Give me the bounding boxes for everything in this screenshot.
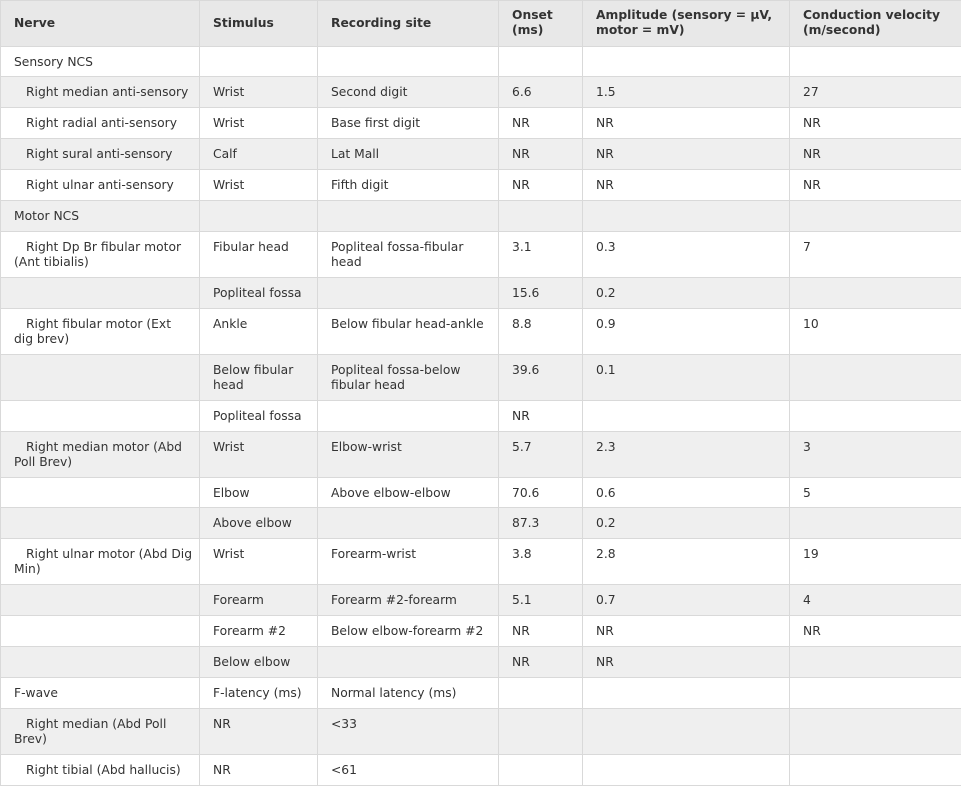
amplitude-cell [583, 47, 790, 77]
onset-cell: 3.1 [499, 232, 583, 278]
nerve-label-text: Right median (Abd Poll Brev) [14, 717, 166, 746]
nerve-cell [1, 47, 200, 77]
header-onset: Onset (ms) [499, 1, 583, 47]
recording-site-cell [318, 401, 499, 432]
nerve-label: Right ulnar anti-sensory [14, 178, 193, 193]
nerve-label [14, 240, 193, 270]
onset-cell: NR [499, 170, 583, 201]
recording-site-cell [318, 647, 499, 678]
recording-site-cell: Below fibular head-ankle [318, 309, 499, 355]
table-row [1, 647, 961, 678]
onset-cell: NR [499, 139, 583, 170]
nerve-cell [1, 647, 200, 678]
stimulus-cell: Forearm [200, 585, 318, 616]
nerve-cell [1, 309, 200, 355]
recording-site-cell: Forearm #2-forearm [318, 585, 499, 616]
onset-cell: 5.7 [499, 432, 583, 478]
nerve-label-text: Right median motor (Abd Poll Brev) [14, 440, 182, 469]
table-row [1, 709, 961, 755]
nerve-cell [1, 201, 200, 232]
nerve-cell [1, 355, 200, 401]
table-row [1, 755, 961, 786]
table-row [1, 232, 961, 278]
nerve-cell [1, 508, 200, 539]
amplitude-cell: 0.7 [583, 585, 790, 616]
stimulus-cell: F-latency (ms) [200, 678, 318, 709]
amplitude-cell: 2.3 [583, 432, 790, 478]
table-row [1, 432, 961, 478]
stimulus-cell: Popliteal fossa [200, 401, 318, 432]
velocity-cell: 10 [790, 309, 961, 355]
stimulus-cell: Fibular head [200, 232, 318, 278]
nerve-cell [1, 709, 200, 755]
table-row [1, 139, 961, 170]
nerve-cell [1, 401, 200, 432]
table-row [1, 508, 961, 539]
table-row [1, 309, 961, 355]
recording-site-cell: Elbow-wrist [318, 432, 499, 478]
header-amplitude: Amplitude (sensory = µV, motor = mV) [583, 1, 790, 47]
section-label: Motor NCS [14, 209, 79, 223]
table-row [1, 401, 961, 432]
table-header-row [1, 1, 961, 47]
onset-cell: NR [499, 108, 583, 139]
table-row [1, 47, 961, 77]
amplitude-cell [583, 709, 790, 755]
stimulus-cell: Below elbow [200, 647, 318, 678]
onset-cell: 5.1 [499, 585, 583, 616]
table-row [1, 539, 961, 585]
amplitude-cell [583, 401, 790, 432]
stimulus-cell: Forearm #2 [200, 616, 318, 647]
stimulus-cell: Calf [200, 139, 318, 170]
nerve-cell [1, 278, 200, 309]
onset-cell: 3.8 [499, 539, 583, 585]
nerve-cell [1, 678, 200, 709]
nerve-cell [1, 478, 200, 508]
nerve-label [14, 440, 193, 470]
stimulus-cell: NR [200, 709, 318, 755]
stimulus-cell: Wrist [200, 170, 318, 201]
onset-cell [499, 47, 583, 77]
onset-cell [499, 709, 583, 755]
table-row [1, 77, 961, 108]
nerve-label: Right radial anti-sensory [14, 116, 193, 131]
nerve-cell [1, 755, 200, 786]
nerve-label [14, 317, 193, 347]
onset-cell: 39.6 [499, 355, 583, 401]
velocity-cell [790, 709, 961, 755]
recording-site-cell: Normal latency (ms) [318, 678, 499, 709]
stimulus-cell [200, 47, 318, 77]
amplitude-cell: 0.3 [583, 232, 790, 278]
velocity-cell [790, 201, 961, 232]
nerve-cell [1, 539, 200, 585]
recording-site-cell: Popliteal fossa-below fibular head [318, 355, 499, 401]
velocity-cell [790, 278, 961, 309]
velocity-cell [790, 47, 961, 77]
table-row [1, 108, 961, 139]
recording-site-cell: Above elbow-elbow [318, 478, 499, 508]
nerve-label-text: Right Dp Br fibular motor (Ant tibialis) [14, 240, 181, 269]
amplitude-cell: 1.5 [583, 77, 790, 108]
table-row [1, 278, 961, 309]
onset-cell: NR [499, 616, 583, 647]
velocity-cell [790, 508, 961, 539]
velocity-cell [790, 755, 961, 786]
recording-site-cell: Fifth digit [318, 170, 499, 201]
stimulus-cell: Elbow [200, 478, 318, 508]
onset-cell: 87.3 [499, 508, 583, 539]
header-recording-site: Recording site [318, 1, 499, 47]
table-row [1, 355, 961, 401]
nerve-cell [1, 170, 200, 201]
section-label: Sensory NCS [14, 55, 93, 69]
table-row [1, 478, 961, 508]
table-row [1, 201, 961, 232]
stimulus-cell: Above elbow [200, 508, 318, 539]
recording-site-cell: Below elbow-forearm #2 [318, 616, 499, 647]
nerve-label-text: Right fibular motor (Ext dig brev) [14, 317, 171, 346]
amplitude-cell: NR [583, 616, 790, 647]
amplitude-cell: 0.2 [583, 278, 790, 309]
nerve-label [14, 717, 193, 747]
amplitude-cell: NR [583, 647, 790, 678]
stimulus-cell: NR [200, 755, 318, 786]
velocity-cell: 19 [790, 539, 961, 585]
amplitude-cell [583, 201, 790, 232]
nerve-cell [1, 432, 200, 478]
nerve-cell [1, 616, 200, 647]
recording-site-cell [318, 201, 499, 232]
velocity-cell: 7 [790, 232, 961, 278]
recording-site-cell: Second digit [318, 77, 499, 108]
amplitude-cell [583, 678, 790, 709]
amplitude-cell: 2.8 [583, 539, 790, 585]
recording-site-cell [318, 47, 499, 77]
amplitude-cell: 0.9 [583, 309, 790, 355]
velocity-cell [790, 647, 961, 678]
velocity-cell: 5 [790, 478, 961, 508]
nerve-label: Right sural anti-sensory [14, 147, 193, 162]
nerve-cell [1, 139, 200, 170]
table-row [1, 170, 961, 201]
stimulus-cell: Wrist [200, 539, 318, 585]
velocity-cell [790, 678, 961, 709]
onset-cell [499, 201, 583, 232]
section-label: F-wave [14, 686, 58, 700]
amplitude-cell [583, 755, 790, 786]
stimulus-cell: Below fibular head [200, 355, 318, 401]
onset-cell [499, 755, 583, 786]
recording-site-cell [318, 508, 499, 539]
onset-cell: 8.8 [499, 309, 583, 355]
stimulus-cell [200, 201, 318, 232]
amplitude-cell: NR [583, 139, 790, 170]
recording-site-cell [318, 278, 499, 309]
table-row [1, 678, 961, 709]
velocity-cell: NR [790, 108, 961, 139]
stimulus-cell: Wrist [200, 108, 318, 139]
velocity-cell: NR [790, 170, 961, 201]
amplitude-cell: 0.6 [583, 478, 790, 508]
header-stimulus: Stimulus [200, 1, 318, 47]
amplitude-cell: 0.1 [583, 355, 790, 401]
nerve-cell [1, 108, 200, 139]
onset-cell: NR [499, 401, 583, 432]
onset-cell: NR [499, 647, 583, 678]
onset-cell: 6.6 [499, 77, 583, 108]
nerve-label: Right median anti-sensory [14, 85, 193, 100]
velocity-cell [790, 355, 961, 401]
amplitude-cell: NR [583, 108, 790, 139]
recording-site-cell: <61 [318, 755, 499, 786]
amplitude-cell: 0.2 [583, 508, 790, 539]
table-row [1, 616, 961, 647]
velocity-cell: 27 [790, 77, 961, 108]
velocity-cell: NR [790, 139, 961, 170]
stimulus-cell: Ankle [200, 309, 318, 355]
header-nerve: Nerve [1, 1, 200, 47]
nerve-cell [1, 77, 200, 108]
onset-cell [499, 678, 583, 709]
nerve-cell [1, 232, 200, 278]
nerve-label [14, 547, 193, 577]
velocity-cell [790, 401, 961, 432]
amplitude-cell: NR [583, 170, 790, 201]
velocity-cell: 4 [790, 585, 961, 616]
recording-site-cell: Base first digit [318, 108, 499, 139]
nerve-cell [1, 585, 200, 616]
header-conduction-velocity: Conduction velocity (m/second) [790, 1, 961, 47]
onset-cell: 15.6 [499, 278, 583, 309]
stimulus-cell: Wrist [200, 432, 318, 478]
nerve-label: Right tibial (Abd hallucis) [14, 763, 193, 778]
velocity-cell: NR [790, 616, 961, 647]
recording-site-cell: Lat Mall [318, 139, 499, 170]
recording-site-cell: <33 [318, 709, 499, 755]
nerve-label-text: Right ulnar motor (Abd Dig Min) [14, 547, 192, 576]
stimulus-cell: Popliteal fossa [200, 278, 318, 309]
recording-site-cell: Popliteal fossa-fibular head [318, 232, 499, 278]
stimulus-cell: Wrist [200, 77, 318, 108]
onset-cell: 70.6 [499, 478, 583, 508]
velocity-cell: 3 [790, 432, 961, 478]
recording-site-cell: Forearm-wrist [318, 539, 499, 585]
table-row [1, 585, 961, 616]
